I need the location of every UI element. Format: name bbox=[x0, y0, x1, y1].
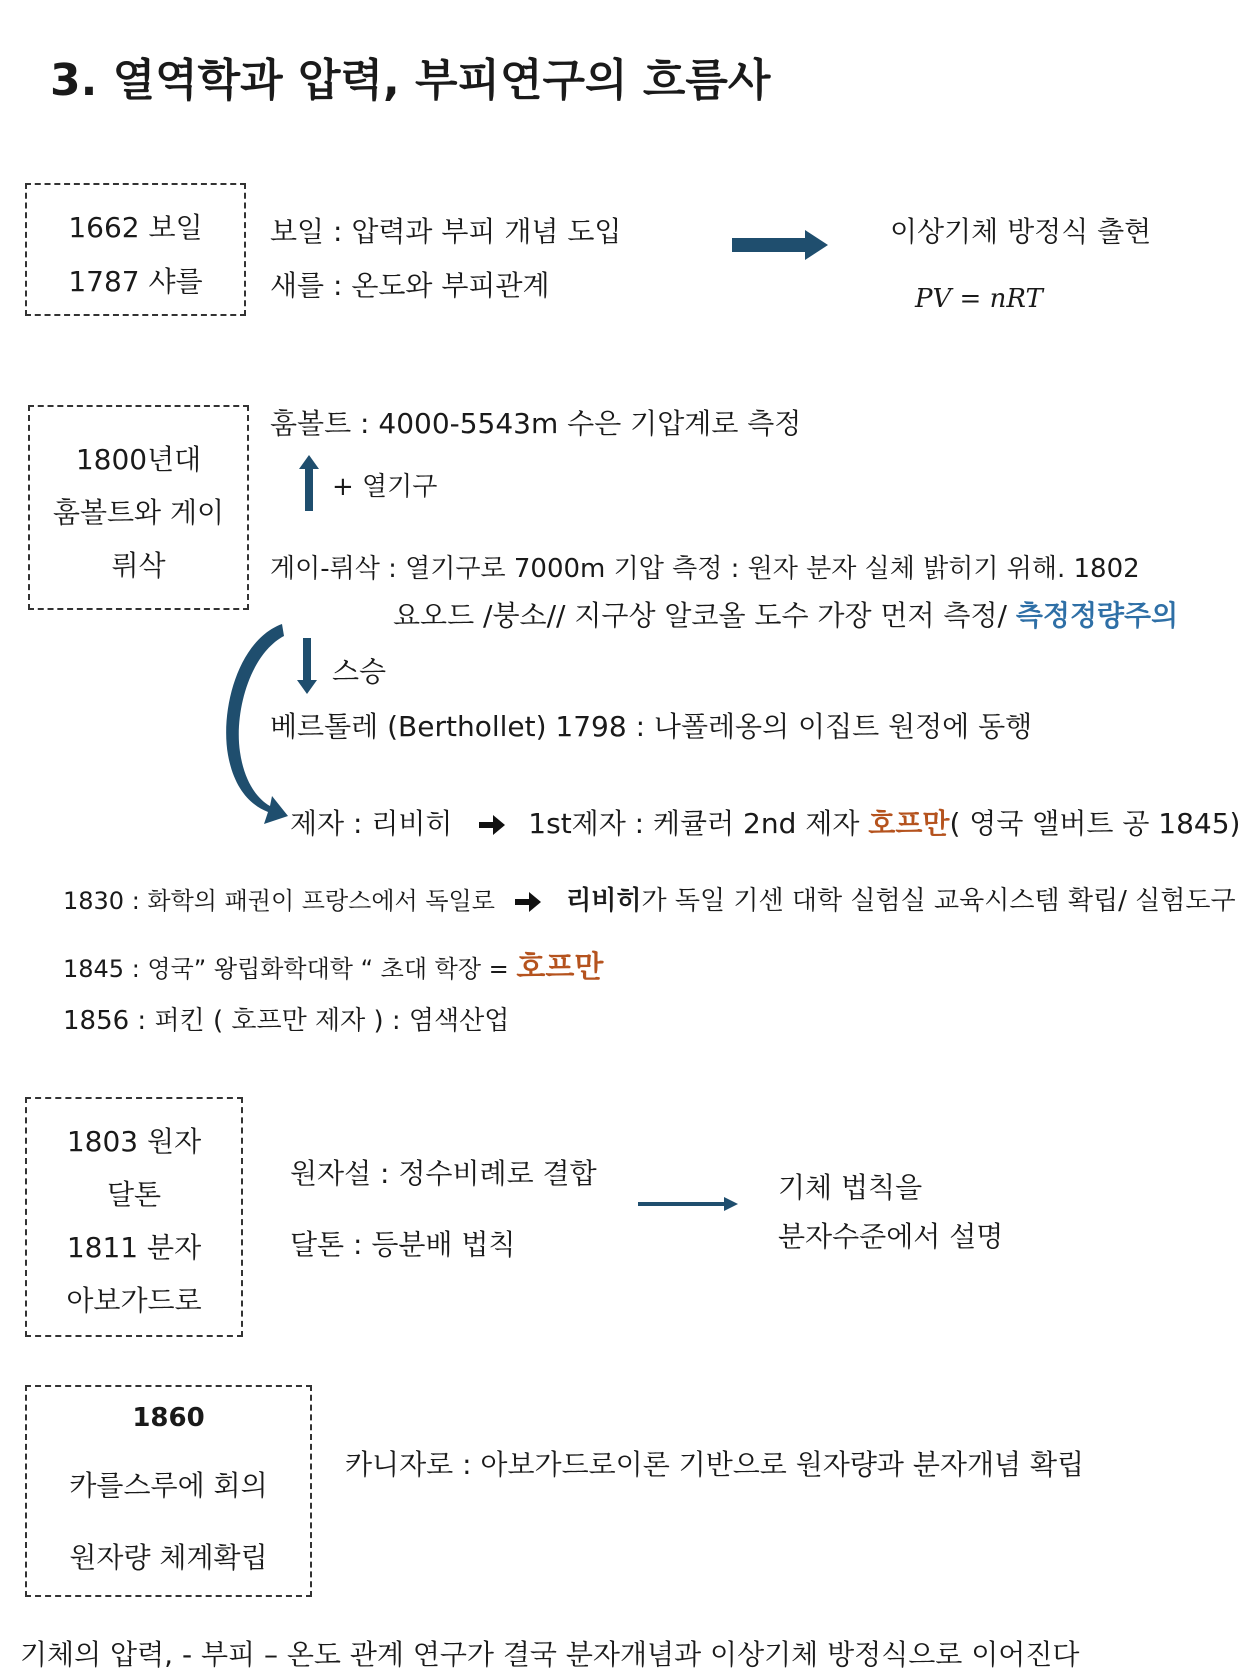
box-line: 1803 원자 bbox=[66, 1125, 202, 1158]
dalton-text: 달톤 : 등분배 법칙 bbox=[290, 1228, 516, 1261]
bold-right-arrow-icon bbox=[515, 891, 541, 913]
right-arrow-icon bbox=[638, 1194, 738, 1214]
timeline-1845 bbox=[63, 942, 603, 986]
box-line: 원자량 체계확립 bbox=[69, 1541, 268, 1574]
student-liebig: 제자 : 리비히 bbox=[290, 807, 453, 840]
ideal-gas-result: 이상기체 방정식 출현 bbox=[890, 215, 1152, 248]
page-title: 3. 열역학과 압력, 부피연구의 흐름사 bbox=[50, 55, 771, 106]
hofmann-highlight-2: 호프만 bbox=[516, 950, 604, 985]
quantitative-highlight: 측정정량주의 bbox=[1015, 599, 1179, 632]
gas-law-result-1: 기체 법칙을 bbox=[778, 1171, 923, 1204]
student-albert: ( 영국 앨버트 공 1845) bbox=[949, 807, 1241, 840]
timeline-1830-text: 1830 : 화학의 패권이 프랑스에서 독일로 bbox=[63, 887, 495, 915]
box-line: 1800년대 bbox=[75, 443, 202, 476]
box-line: 훔볼트와 게이 bbox=[52, 496, 225, 529]
right-arrow-icon bbox=[730, 228, 830, 262]
box-line: 1787 샤를 bbox=[68, 265, 203, 298]
student-kekule: 1st제자 : 케큘러 2nd 제자 bbox=[528, 807, 869, 840]
humboldt-text: 훔볼트 : 4000-5543m 수은 기압계로 측정 bbox=[270, 407, 802, 440]
box-line: 1860 bbox=[132, 1403, 205, 1433]
cannizzaro-text: 카니자로 : 아보가드로이론 기반으로 원자량과 분자개념 확립 bbox=[345, 1448, 1085, 1481]
timeline-1830-rest: 가 독일 기센 대학 실험실 교육시스템 확립/ 실험도구 bbox=[641, 886, 1236, 916]
box-line: 뤼삭 bbox=[111, 549, 166, 582]
box-line: 달톤 bbox=[106, 1178, 162, 1211]
iodine-line bbox=[393, 594, 1178, 634]
berthollet-text: 베르톨레 (Berthollet) 1798 : 나폴레옹의 이집트 원정에 동행 bbox=[270, 710, 1033, 743]
timeline-1830 bbox=[63, 880, 1236, 917]
bold-right-arrow-icon bbox=[479, 814, 505, 836]
up-arrow-icon bbox=[298, 455, 320, 511]
box-line: 1662 보일 bbox=[68, 211, 203, 244]
down-arrow-icon bbox=[296, 638, 318, 694]
conclusion-text: 기체의 압력, - 부피 – 온도 관계 연구가 결국 분자개념과 이상기체 방정식으로 이어진다 bbox=[20, 1638, 1080, 1671]
teacher-label: 스승 bbox=[332, 655, 387, 688]
liebig-highlight: 리비히 bbox=[566, 886, 642, 916]
hofmann-highlight: 호프만 bbox=[868, 807, 950, 840]
ideal-gas-equation: PV = nRT bbox=[915, 284, 1043, 314]
box-line: 카를스루에 회의 bbox=[69, 1469, 268, 1502]
boyle-text: 보일 : 압력과 부피 개념 도입 bbox=[270, 215, 622, 248]
gas-law-result-2: 분자수준에서 설명 bbox=[778, 1220, 1004, 1253]
gay-lussac-text: 게이-뤼삭 : 열기구로 7000m 기압 측정 : 원자 분자 실체 밝히기 위해. 1802 bbox=[270, 554, 1140, 584]
timeline-1845-text: 1845 : 영국” 왕립화학대학 “ 초대 학장 = bbox=[63, 955, 517, 983]
charles-text: 새를 : 온도와 부피관계 bbox=[270, 269, 550, 302]
box-line: 아보가드로 bbox=[66, 1284, 202, 1317]
students-line bbox=[290, 802, 1240, 842]
iodine-text: 요오드 /붕소// 지구상 알코올 도수 가장 먼저 측정/ bbox=[393, 599, 1016, 632]
atomic-theory-text: 원자설 : 정수비례로 결합 bbox=[290, 1157, 597, 1190]
balloon-label: + 열기구 bbox=[332, 472, 438, 502]
box-line: 1811 분자 bbox=[66, 1231, 202, 1264]
timeline-1856: 1856 : 퍼킨 ( 호프만 제자 ) : 염색산업 bbox=[63, 1006, 510, 1036]
